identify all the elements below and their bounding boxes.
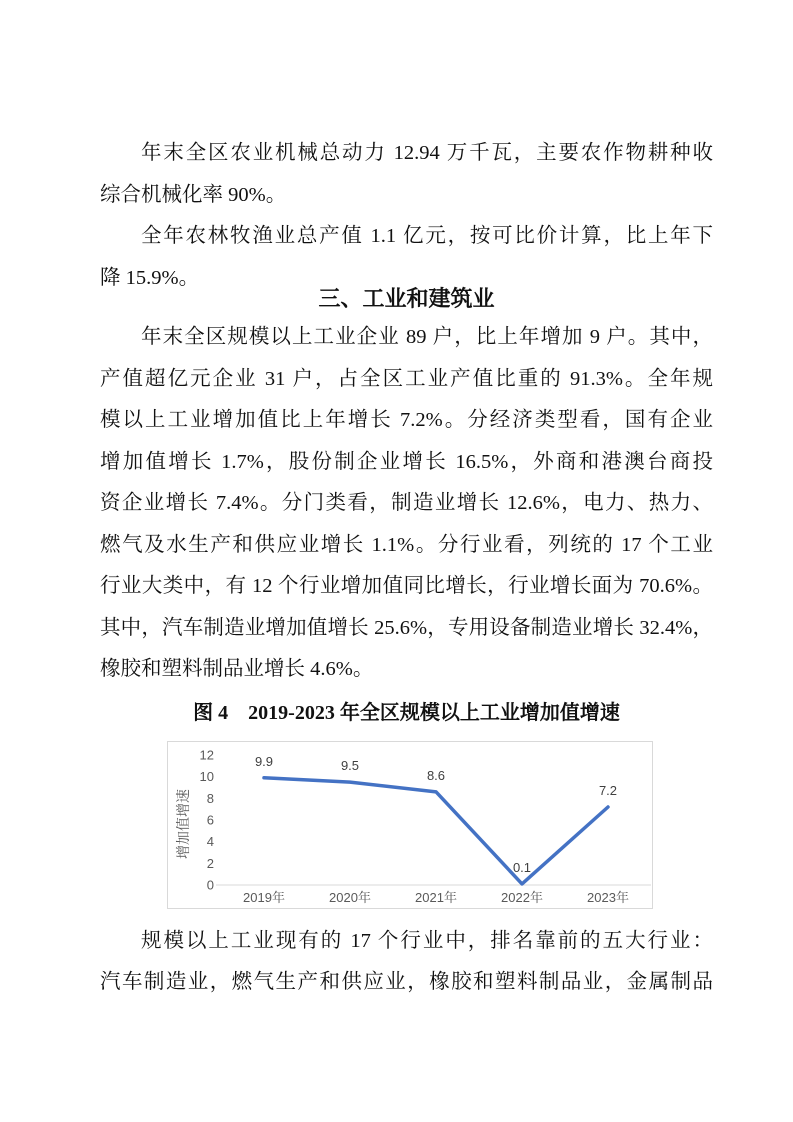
text-line: 年末全区规模以上工业企业 89 户，比上年增加 9 户。其中， xyxy=(141,326,713,348)
data-label: 7.2 xyxy=(598,782,618,798)
section-heading-industry-construction: 三、工业和建筑业 xyxy=(318,286,495,311)
y-tick-label: 10 xyxy=(199,768,214,784)
text-line: 其中，汽车制造业增加值增长 25.6%，专用设备制造业增长 32.4%， xyxy=(100,616,713,639)
paragraph-top-industries xyxy=(100,921,713,1004)
data-label: 8.6 xyxy=(426,767,446,783)
data-label: 0.1 xyxy=(512,859,532,875)
x-axis-label: 2021年 xyxy=(415,889,457,905)
text-line: 资企业增长 7.4%。分门类看，制造业增长 12.6%，电力、热力、 xyxy=(100,492,713,514)
x-axis-label: 2022年 xyxy=(501,889,543,905)
data-label: 9.5 xyxy=(340,757,360,773)
text-line: 增加值增长 1.7%，股份制企业增长 16.5%，外商和港澳台商投 xyxy=(100,450,713,473)
x-axis-label: 2023年 xyxy=(587,889,629,905)
text-line: 模以上工业增加值比上年增长 7.2%。分经济类型看，国有企业 xyxy=(100,409,713,431)
chart-canvas xyxy=(168,742,652,908)
document-content xyxy=(100,133,713,1004)
text-line: 降 15.9%。 xyxy=(100,266,200,289)
text-line: 产值超亿元企业 31 户，占全区工业产值比重的 91.3%。全年规 xyxy=(100,367,713,390)
text-line: 橡胶和塑料制品业增长 4.6%。 xyxy=(100,658,374,680)
figure-4-line-chart xyxy=(167,741,653,909)
y-tick-label: 12 xyxy=(199,747,214,762)
text-line: 汽车制造业，燃气生产和供应业，橡胶和塑料制品业，金属制品 xyxy=(100,971,713,993)
x-axis-label: 2019年 xyxy=(243,889,285,905)
x-axis-label: 2020年 xyxy=(329,889,371,905)
paragraph-agriculture-machinery xyxy=(100,133,713,216)
y-tick-label: 2 xyxy=(206,855,214,871)
y-tick-label: 8 xyxy=(206,790,214,806)
y-axis-title: 增加值增速 xyxy=(175,788,191,859)
series-line xyxy=(264,777,608,883)
paragraph-industry-stats xyxy=(100,317,713,691)
y-tick-label: 0 xyxy=(206,877,214,892)
figure-caption: 图 4 2019-2023 年全区规模以上工业增加值增速 xyxy=(193,701,620,724)
data-label: 9.9 xyxy=(254,753,274,769)
text-line: 规模以上工业现有的 17 个行业中，排名靠前的五大行业： xyxy=(141,929,713,952)
text-line: 行业大类中，有 12 个行业增加值同比增长，行业增长面为 70.6%。 xyxy=(100,575,713,597)
y-tick-label: 4 xyxy=(206,833,214,849)
text-line: 全年农林牧渔业总产值 1.1 亿元，按可比价计算，比上年下 xyxy=(141,225,713,247)
text-line: 燃气及水生产和供应业增长 1.1%。分行业看，列统的 17 个工业 xyxy=(100,533,713,556)
y-tick-label: 6 xyxy=(206,812,214,827)
text-line: 综合机械化率 90%。 xyxy=(100,183,287,206)
text-line: 年末全区农业机械总动力 12.94 万千瓦，主要农作物耕种收 xyxy=(141,142,713,164)
